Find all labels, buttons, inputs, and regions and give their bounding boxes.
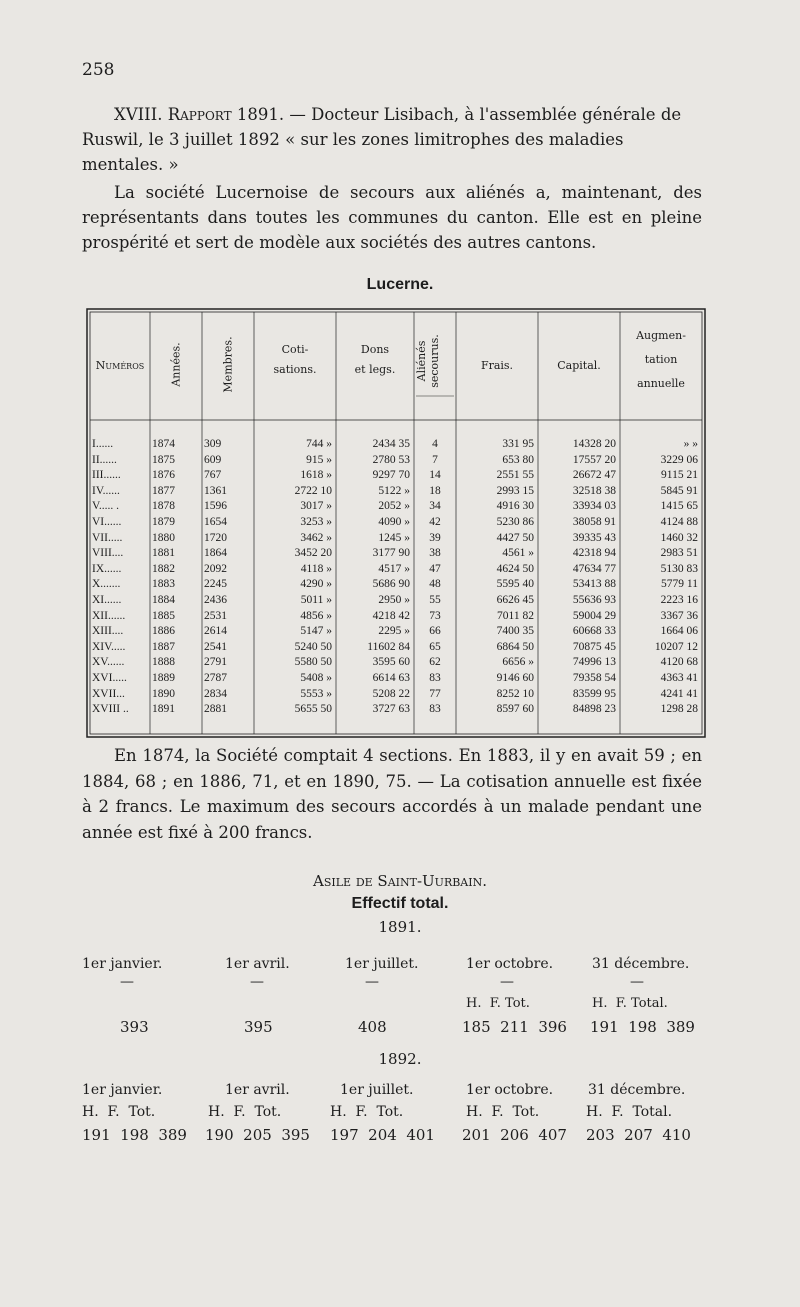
cell-frais: 9146 60 xyxy=(496,672,534,684)
header-frais: Frais. xyxy=(480,359,514,372)
cell-alienes: 77 xyxy=(429,687,441,700)
y1-octobre-label: 1er octobre. xyxy=(466,956,554,972)
cell-capital: 84898 23 xyxy=(572,703,616,716)
y2-juillet-headers: H. F. Tot. xyxy=(330,1104,404,1120)
cell-cotisations: 5553 » xyxy=(300,687,332,700)
cell-cotisations: 4290 » xyxy=(300,578,332,591)
cell-augmentation: 9115 21 xyxy=(661,469,698,482)
cell-dons: 6614 63 xyxy=(372,672,410,684)
cell-dons: 2434 35 xyxy=(372,438,410,450)
cell-frais: 5595 40 xyxy=(496,578,534,591)
cell-capital: 38058 91 xyxy=(572,516,616,528)
cell-cotisations: 4856 » xyxy=(300,609,332,622)
y1-juillet-value: 408 xyxy=(358,1018,387,1036)
table-row xyxy=(86,656,706,672)
cell-membres: 2531 xyxy=(204,609,227,622)
cell-frais: 6864 50 xyxy=(496,640,534,653)
dash-1: — xyxy=(120,974,134,990)
cell-capital: 79358 54 xyxy=(572,672,616,684)
cell-membres: 2092 xyxy=(204,562,227,575)
header-capital: Capital. xyxy=(557,359,601,372)
table-row xyxy=(86,485,706,501)
cell-dons: 5122 » xyxy=(378,484,410,497)
cell-cotisations: 5011 » xyxy=(300,594,332,606)
cell-annee: 1884 xyxy=(152,594,175,606)
header-dons: Dons et legs. xyxy=(354,343,396,376)
cell-cotisations: 5240 50 xyxy=(294,640,332,653)
cell-dons: 2950 » xyxy=(378,594,410,606)
cell-annee: 1887 xyxy=(152,640,175,653)
cell-augmentation: 1664 06 xyxy=(660,625,698,638)
lucerne-table xyxy=(86,308,706,738)
cell-annee: 1880 xyxy=(152,531,175,544)
cell-capital: 59004 29 xyxy=(572,609,616,622)
cell-cotisations: 3462 » xyxy=(300,531,332,544)
cell-membres: 1361 xyxy=(204,484,227,497)
cell-frais: 6656 » xyxy=(502,656,534,669)
cell-frais: 5230 86 xyxy=(496,516,534,528)
cell-frais: 653 80 xyxy=(502,453,534,466)
cell-annee: 1890 xyxy=(152,687,175,700)
cell-alienes: 55 xyxy=(429,594,441,606)
cell-capital: 14328 20 xyxy=(572,438,616,450)
cell-annee: 1882 xyxy=(152,562,175,575)
cell-alienes: 4 xyxy=(432,438,438,450)
cell-augmentation: 2223 16 xyxy=(660,594,698,606)
cell-alienes: 7 xyxy=(432,453,438,466)
cell-alienes: 18 xyxy=(429,484,441,497)
cell-augmentation: 4241 41 xyxy=(660,687,698,700)
table-row xyxy=(86,672,706,688)
cell-membres: 2881 xyxy=(204,703,227,716)
table-row xyxy=(86,610,706,626)
cell-frais: 4427 50 xyxy=(496,531,534,544)
y2-decembre-label: 31 décembre. xyxy=(588,1082,686,1098)
cell-augmentation: 10207 12 xyxy=(654,640,698,653)
cell-augmentation: 4124 88 xyxy=(660,516,698,528)
cell-capital: 53413 88 xyxy=(572,578,616,591)
y1-oct-headers: H. F. Tot. xyxy=(466,996,530,1011)
table-row xyxy=(86,500,706,516)
cell-dons: 2780 53 xyxy=(372,453,410,466)
cell-membres: 2791 xyxy=(204,656,227,669)
y2-avril-headers: H. F. Tot. xyxy=(208,1104,282,1120)
cell-numero: XIV..... xyxy=(92,640,126,653)
header-augmentation: Augmen- tation annuelle xyxy=(636,329,686,390)
cell-dons: 2052 » xyxy=(378,500,410,513)
cell-numero: XI...... xyxy=(92,594,122,606)
cell-cotisations: 2722 10 xyxy=(294,484,332,497)
cell-frais: 331 95 xyxy=(502,438,534,450)
cell-augmentation: 4363 41 xyxy=(660,672,698,684)
cell-membres: 609 xyxy=(204,453,222,466)
table-row xyxy=(86,563,706,579)
cell-alienes: 14 xyxy=(429,469,441,482)
cell-frais: 7400 35 xyxy=(496,625,534,638)
cell-augmentation: » » xyxy=(683,438,698,450)
cell-numero: VI...... xyxy=(92,516,122,528)
y2-juillet-value: 197 204 401 xyxy=(330,1126,435,1144)
cell-dons: 3595 60 xyxy=(372,656,410,669)
section-roman: XVIII. xyxy=(114,105,163,124)
cell-annee: 1876 xyxy=(152,469,175,482)
cell-membres: 2834 xyxy=(204,687,227,700)
cell-membres: 1720 xyxy=(204,531,227,544)
table-row xyxy=(86,516,706,532)
cell-membres: 1654 xyxy=(204,516,227,528)
cell-augmentation: 3229 06 xyxy=(660,453,698,466)
cell-dons: 4218 42 xyxy=(372,609,410,622)
y2-octobre-label: 1er octobre. xyxy=(466,1082,554,1098)
section-line2: Ruswil, le 3 juillet 1892 « sur les zones limitrophes des maladies xyxy=(82,130,624,149)
section-line1: 1891. — Docteur Lisibach, à l'assemblée générale de xyxy=(236,105,682,124)
cell-dons: 4517 » xyxy=(378,562,410,575)
cell-capital: 42318 94 xyxy=(572,547,616,560)
cell-frais: 2551 55 xyxy=(496,469,534,482)
cell-capital: 60668 33 xyxy=(572,625,616,638)
cell-cotisations: 5147 » xyxy=(300,625,332,638)
cell-numero: VII..... xyxy=(92,531,123,544)
cell-alienes: 62 xyxy=(429,656,441,669)
paragraph-lucerne-society: La société Lucernoise de secours aux aliénés a, maintenant, des représentants dans toutes les communes du canton. Elle est en pleine prospérité et sert de modèle aux sociétés des autres cantons. xyxy=(82,183,702,252)
cell-capital: 74996 13 xyxy=(572,656,616,669)
cell-capital: 26672 47 xyxy=(572,469,616,482)
cell-annee: 1879 xyxy=(152,516,175,528)
cell-cotisations: 744 » xyxy=(306,438,332,450)
cell-annee: 1883 xyxy=(152,578,175,591)
cell-augmentation: 5845 91 xyxy=(660,484,698,497)
cell-alienes: 39 xyxy=(429,531,441,544)
cell-alienes: 83 xyxy=(429,672,441,684)
header-annees: Années. xyxy=(169,342,183,387)
cell-cotisations: 915 » xyxy=(306,453,332,466)
cell-annee: 1889 xyxy=(152,672,175,684)
cell-cotisations: 3017 » xyxy=(300,500,332,513)
cell-membres: 1864 xyxy=(204,547,227,560)
cell-annee: 1885 xyxy=(152,609,175,622)
header-cotisations: Coti- sations. xyxy=(273,343,317,376)
y1-janvier-label: 1er janvier. xyxy=(82,956,163,972)
cell-augmentation: 4120 68 xyxy=(660,656,698,669)
cell-dons: 3177 90 xyxy=(372,547,410,560)
cell-capital: 70875 45 xyxy=(572,640,616,653)
page-number: 258 xyxy=(82,60,115,80)
cell-dons: 4090 » xyxy=(378,516,410,528)
cell-membres: 1596 xyxy=(204,500,227,513)
cell-frais: 8597 60 xyxy=(496,703,534,716)
cell-numero: IX...... xyxy=(92,562,122,575)
cell-numero: X....... xyxy=(92,578,121,591)
cell-numero: XIII.... xyxy=(92,625,124,638)
dash-4: — xyxy=(500,974,514,990)
cell-membres: 2245 xyxy=(204,578,227,591)
y2-octobre-value: 201 206 407 xyxy=(462,1126,567,1144)
cell-frais: 4624 50 xyxy=(496,562,534,575)
cell-cotisations: 3452 20 xyxy=(294,547,332,560)
cell-membres: 309 xyxy=(204,438,222,450)
cell-alienes: 65 xyxy=(429,640,441,653)
dash-2: — xyxy=(250,974,264,990)
cell-dons: 5686 90 xyxy=(372,578,410,591)
cell-annee: 1881 xyxy=(152,547,175,560)
table-row xyxy=(86,594,706,610)
cell-numero: VIII.... xyxy=(92,547,124,560)
table-title: Lucerne. xyxy=(366,276,434,293)
table-row xyxy=(86,688,706,704)
cell-capital: 32518 38 xyxy=(572,484,616,497)
y1-decembre-value: 191 198 389 xyxy=(590,1018,695,1036)
cell-dons: 2295 » xyxy=(378,625,410,638)
cell-annee: 1886 xyxy=(152,625,175,638)
cell-numero: V..... . xyxy=(92,500,119,513)
cell-alienes: 73 xyxy=(429,609,441,622)
cell-frais: 4916 30 xyxy=(496,500,534,513)
table-row xyxy=(86,438,706,454)
cell-augmentation: 3367 36 xyxy=(660,609,698,622)
y2-avril-label: 1er avril. xyxy=(225,1082,290,1098)
cell-frais: 4561 » xyxy=(502,547,534,560)
cell-augmentation: 1415 65 xyxy=(660,500,698,513)
dash-5: — xyxy=(630,974,644,990)
y2-janvier-label: 1er janvier. xyxy=(82,1082,163,1098)
cell-numero: I...... xyxy=(92,438,114,450)
cell-cotisations: 1618 » xyxy=(300,469,332,482)
cell-numero: III...... xyxy=(92,469,121,482)
cell-alienes: 66 xyxy=(429,625,441,638)
y2-janvier-value: 191 198 389 xyxy=(82,1126,187,1144)
cell-augmentation: 5779 11 xyxy=(661,578,698,591)
cell-dons: 3727 63 xyxy=(372,703,410,716)
cell-capital: 83599 95 xyxy=(572,687,616,700)
cell-capital: 33934 03 xyxy=(572,500,616,513)
y2-janvier-headers: H. F. Tot. xyxy=(82,1104,156,1120)
asile-title: Asile de Saint-Uurbain. xyxy=(313,872,487,890)
cell-cotisations: 3253 » xyxy=(300,516,332,528)
y1-avril-label: 1er avril. xyxy=(225,956,290,972)
y2-avril-value: 190 205 395 xyxy=(205,1126,310,1144)
cell-alienes: 34 xyxy=(429,500,441,513)
table-row xyxy=(86,454,706,470)
section-xviii-heading xyxy=(82,102,702,177)
cell-alienes: 83 xyxy=(429,703,441,716)
cell-annee: 1888 xyxy=(152,656,175,669)
y1-octobre-value: 185 211 396 xyxy=(462,1018,567,1036)
y1-janvier-value: 393 xyxy=(120,1018,149,1036)
cell-membres: 2436 xyxy=(204,594,227,606)
cell-alienes: 48 xyxy=(429,578,441,591)
cell-alienes: 42 xyxy=(429,516,441,528)
table-row xyxy=(86,532,706,548)
cell-dons: 11602 84 xyxy=(367,640,410,653)
cell-numero: II...... xyxy=(92,453,117,466)
cell-alienes: 38 xyxy=(429,547,441,560)
year-1891: 1891. xyxy=(378,918,422,936)
y2-juillet-label: 1er juillet. xyxy=(340,1082,414,1098)
table-row xyxy=(86,625,706,641)
table-row xyxy=(86,547,706,563)
cell-cotisations: 5580 50 xyxy=(294,656,332,669)
cell-numero: XVII... xyxy=(92,687,125,700)
cell-alienes: 47 xyxy=(429,562,441,575)
effectif-title: Effectif total. xyxy=(351,895,449,912)
cell-dons: 1245 » xyxy=(378,531,410,544)
y1-avril-value: 395 xyxy=(244,1018,273,1036)
cell-numero: XVI..... xyxy=(92,672,127,684)
table-row xyxy=(86,469,706,485)
table-row xyxy=(86,578,706,594)
cell-augmentation: 5130 83 xyxy=(660,562,698,575)
cell-frais: 6626 45 xyxy=(496,594,534,606)
cell-capital: 17557 20 xyxy=(572,453,616,466)
cell-augmentation: 2983 51 xyxy=(660,547,698,560)
year-1892: 1892. xyxy=(378,1050,422,1068)
dash-3: — xyxy=(365,974,379,990)
section-line3: mentales. » xyxy=(82,155,179,174)
cell-frais: 8252 10 xyxy=(496,687,534,700)
y1-decembre-label: 31 décembre. xyxy=(592,956,690,972)
cell-augmentation: 1298 28 xyxy=(660,703,698,716)
cell-membres: 2541 xyxy=(204,640,227,653)
header-numeros: Numéros xyxy=(95,359,145,372)
cell-numero: IV...... xyxy=(92,484,120,497)
table-row xyxy=(86,703,706,719)
header-alienes: Aliénés secourus. xyxy=(415,334,441,388)
cell-annee: 1878 xyxy=(152,500,175,513)
cell-membres: 2614 xyxy=(204,625,227,638)
y2-decembre-headers: H. F. Total. xyxy=(586,1104,673,1120)
cell-frais: 2993 15 xyxy=(496,484,534,497)
cell-capital: 55636 93 xyxy=(572,594,616,606)
cell-cotisations: 4118 » xyxy=(300,562,332,575)
cell-numero: XVIII .. xyxy=(92,703,129,716)
cell-annee: 1877 xyxy=(152,484,175,497)
cell-augmentation: 1460 32 xyxy=(660,531,698,544)
paragraph-sections: En 1874, la Société comptait 4 sections. En 1883, il y en avait 59 ; en 1884, 68 ; en 1886, 71, et en 1890, 75. — La cotisation annuelle est fixée à 2 francs. Le maximum des secours accordés à un malade pendant une année est fixé à 200 francs. xyxy=(82,746,702,842)
cell-capital: 47634 77 xyxy=(572,562,616,575)
cell-membres: 2787 xyxy=(204,672,227,684)
header-membres: Membres. xyxy=(221,336,235,393)
cell-dons: 9297 70 xyxy=(372,469,410,482)
cell-numero: XII...... xyxy=(92,609,126,622)
cell-membres: 767 xyxy=(204,469,222,482)
cell-annee: 1874 xyxy=(152,438,175,450)
y1-dec-headers: H. F. Total. xyxy=(592,996,668,1011)
cell-annee: 1875 xyxy=(152,453,175,466)
cell-numero: XV...... xyxy=(92,656,125,669)
y1-juillet-label: 1er juillet. xyxy=(345,956,419,972)
cell-cotisations: 5408 » xyxy=(300,672,332,684)
rapport-label: Rapport xyxy=(167,105,232,124)
table-row xyxy=(86,641,706,657)
cell-dons: 5208 22 xyxy=(372,687,410,700)
cell-frais: 7011 82 xyxy=(497,609,534,622)
y2-octobre-headers: H. F. Tot. xyxy=(466,1104,540,1120)
cell-cotisations: 5655 50 xyxy=(294,703,332,716)
y2-decembre-value: 203 207 410 xyxy=(586,1126,691,1144)
cell-capital: 39335 43 xyxy=(572,531,616,544)
cell-annee: 1891 xyxy=(152,703,175,716)
